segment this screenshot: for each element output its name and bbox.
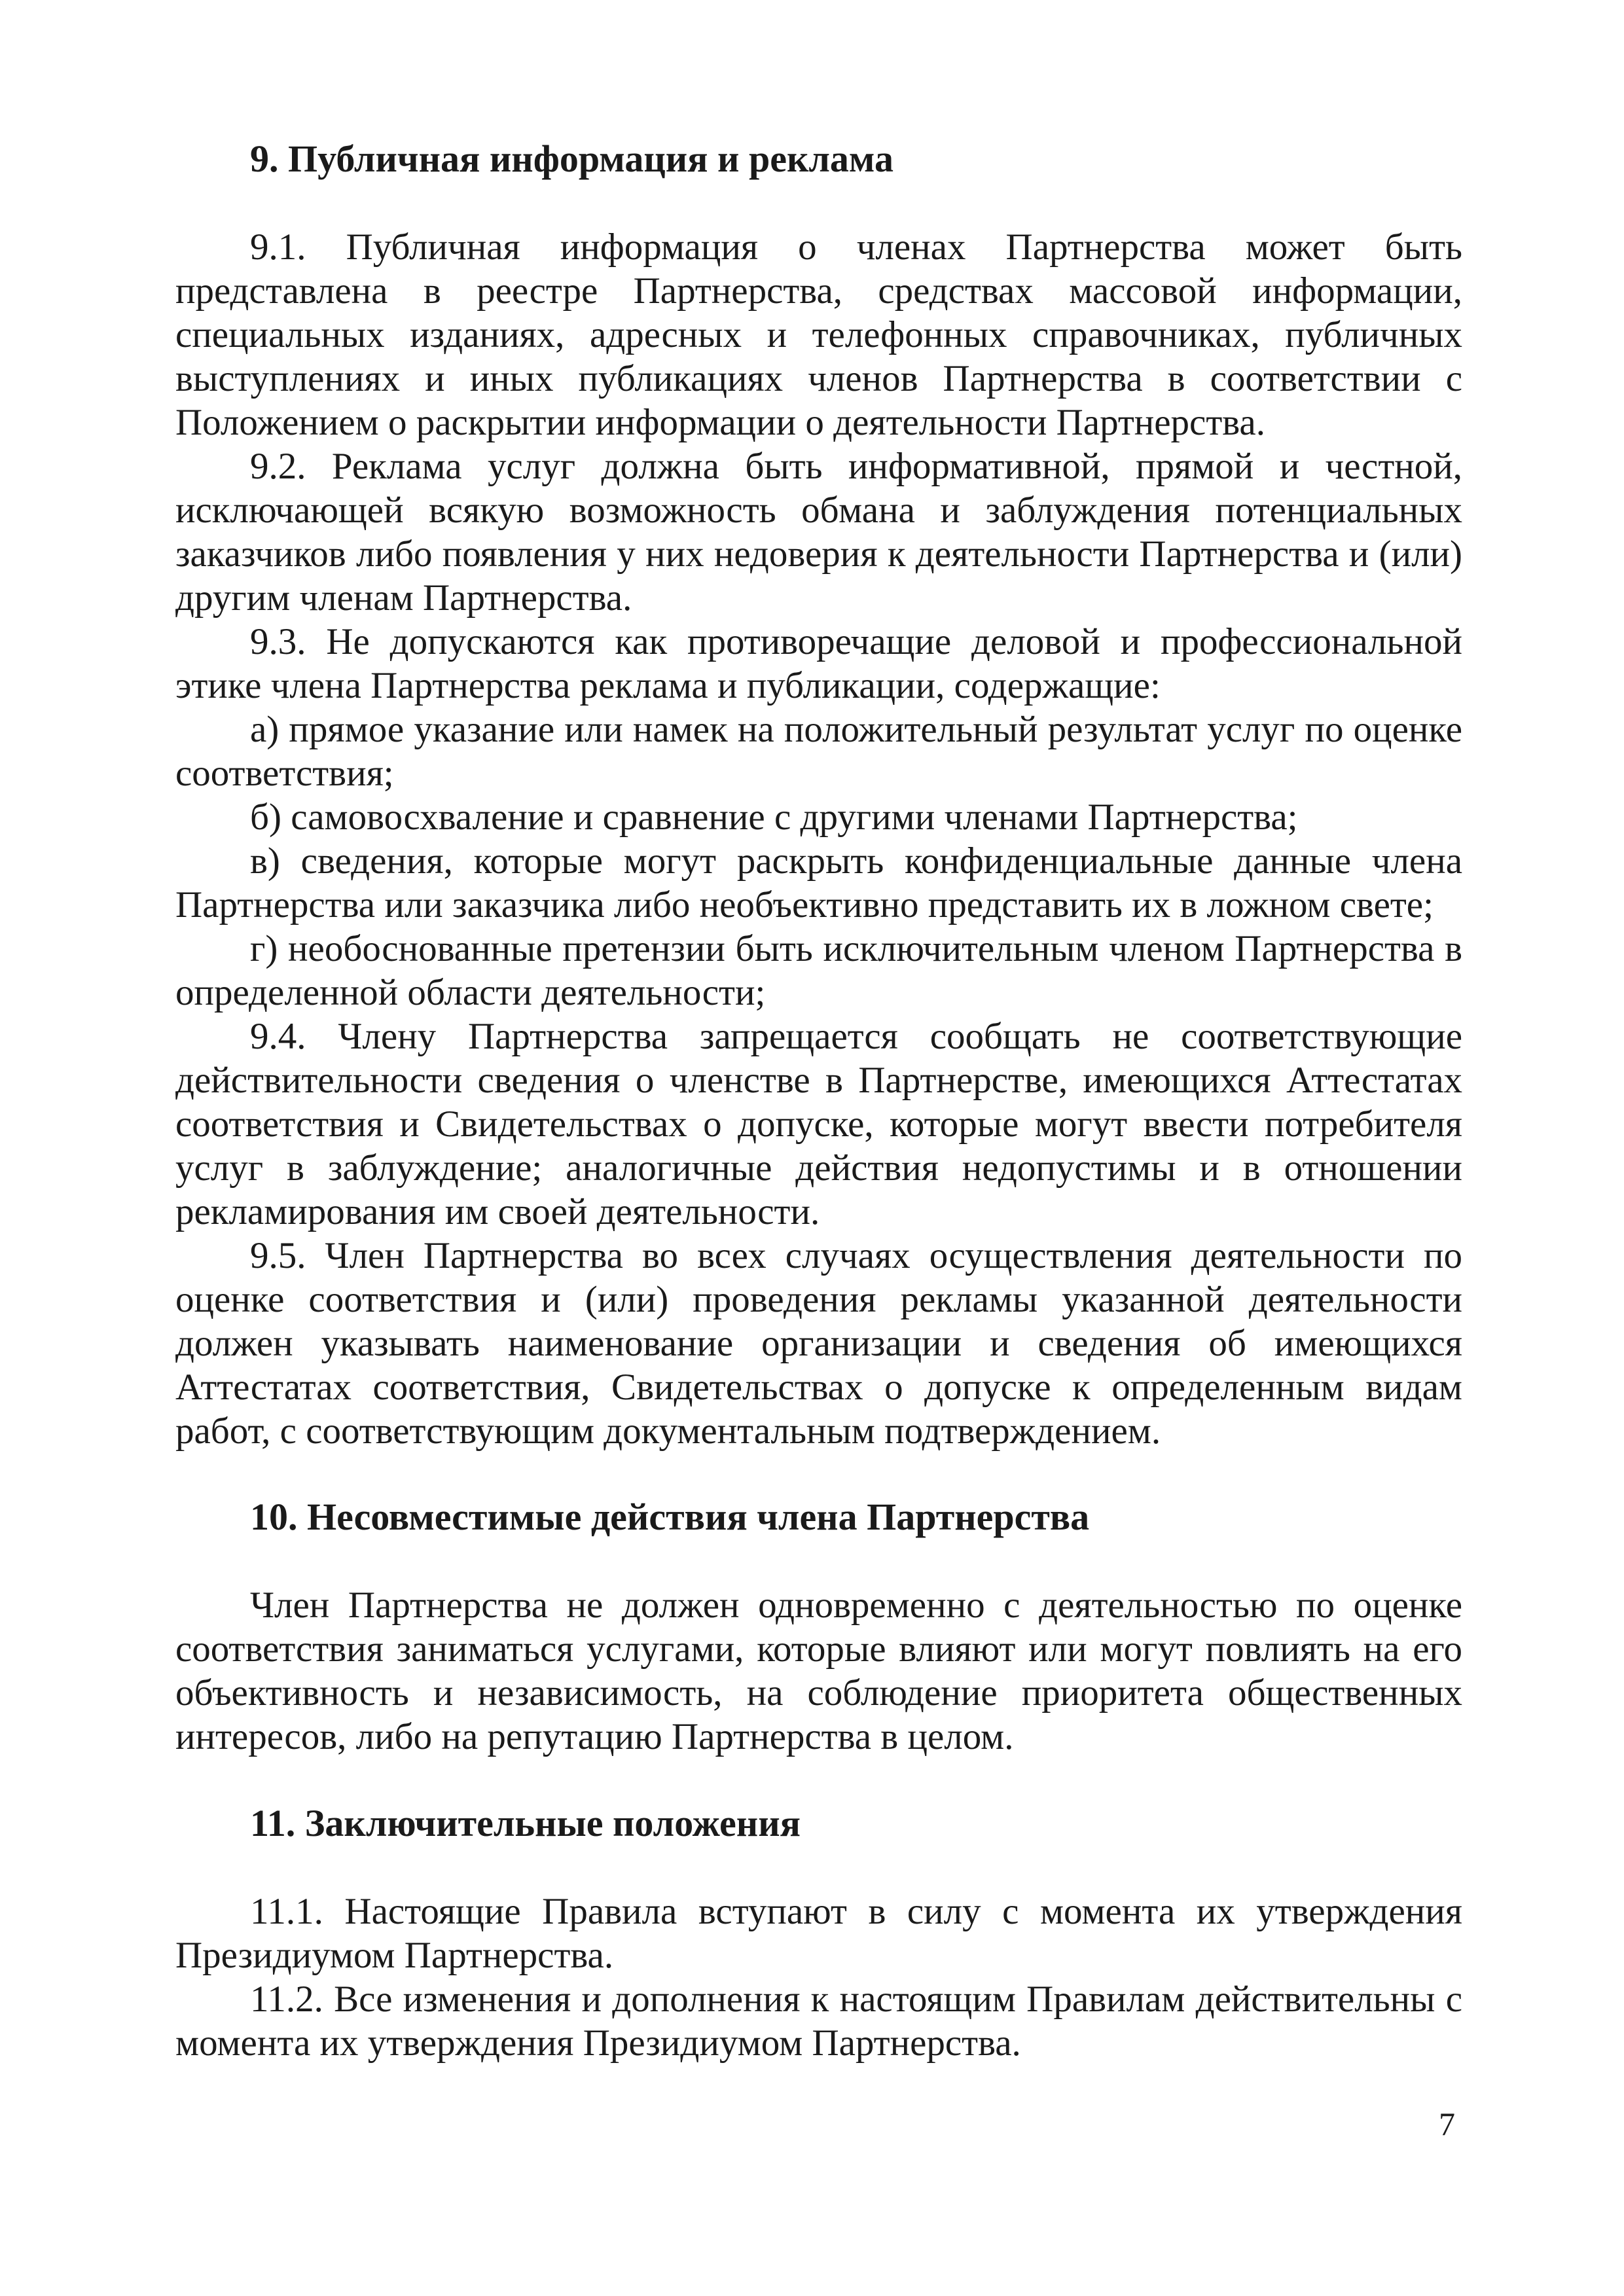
- paragraph-9-3-a: а) прямое указание или намек на положительный результат услуг по оценке соответствия;: [175, 709, 1462, 794]
- paragraph-10: Член Партнерства не должен одновременно с деятельностью по оценке соответствия заниматься услугами, которые влияют или могут повлиять на его объективность и независимость, на соблюдение приоритета общественных интересов, либо на репутацию Партнерства в целом.: [175, 1585, 1462, 1757]
- paragraph-9-3: 9.3. Не допускаются как противоречащие деловой и профессиональной этике члена Партнерства реклама и публикации, содержащие:: [175, 621, 1462, 706]
- paragraph-11-1: 11.1. Настоящие Правила вступают в силу с момента их утверждения Президиумом Партнерства.: [175, 1891, 1462, 1976]
- paragraph-9-3-d: г) необоснованные претензии быть исключительным членом Партнерства в определенной области деятельности;: [175, 928, 1462, 1013]
- section-10-heading: 10. Несовместимые действия члена Партнерства: [250, 1496, 1090, 1538]
- paragraph-11-2: 11.2. Все изменения и дополнения к настоящим Правилам действительны с момента их утверждения Президиумом Партнерства.: [175, 1979, 1462, 2064]
- paragraph-9-3-b: б) самовосхваление и сравнение с другими членами Партнерства;: [250, 797, 1298, 838]
- paragraph-9-1: 9.1. Публичная информация о членах Партнерства может быть представлена в реестре Партнерства, средствах массовой информации, специальных изданиях, адресных и телефонных справочниках, публичных выступлениях и иных публикациях членов Партнерства в соответствии с Положением о раскрытии информации о деятельности Партнерства.: [175, 226, 1462, 443]
- section-11-heading: 11. Заключительные положения: [250, 1802, 801, 1844]
- paragraph-9-5: 9.5. Член Партнерства во всех случаях осуществления деятельности по оценке соответствия и (или) проведения рекламы указанной деятельности должен указывать наименование организации и сведения об имеющихся Аттестатах соответствия, Свидетельствах о допуске к определенным видам работ, с соответствующим документальным подтверждением.: [175, 1235, 1462, 1452]
- paragraph-9-4: 9.4. Члену Партнерства запрещается сообщать не соответствующие действительности сведения о членстве в Партнерстве, имеющихся Аттестатах соответствия и Свидетельствах о допуске, которые могут ввести потребителя услуг в заблуждение; аналогичные действия недопустимы и в отношении рекламирования им своей деятельности.: [175, 1016, 1462, 1232]
- page-number: 7: [1439, 2106, 1455, 2142]
- document-page: [175, 0, 1462, 2296]
- paragraph-9-3-c: в) сведения, которые могут раскрыть конфиденциальные данные члена Партнерства или заказчика либо необъективно представить их в ложном свете;: [175, 840, 1462, 925]
- paragraph-9-2: 9.2. Реклама услуг должна быть информативной, прямой и честной, исключающей всякую возможность обмана и заблуждения потенциальных заказчиков либо появления у них недоверия к деятельности Партнерства и (или) другим членам Партнерства.: [175, 446, 1462, 619]
- section-9-heading: 9. Публичная информация и реклама: [250, 137, 894, 180]
